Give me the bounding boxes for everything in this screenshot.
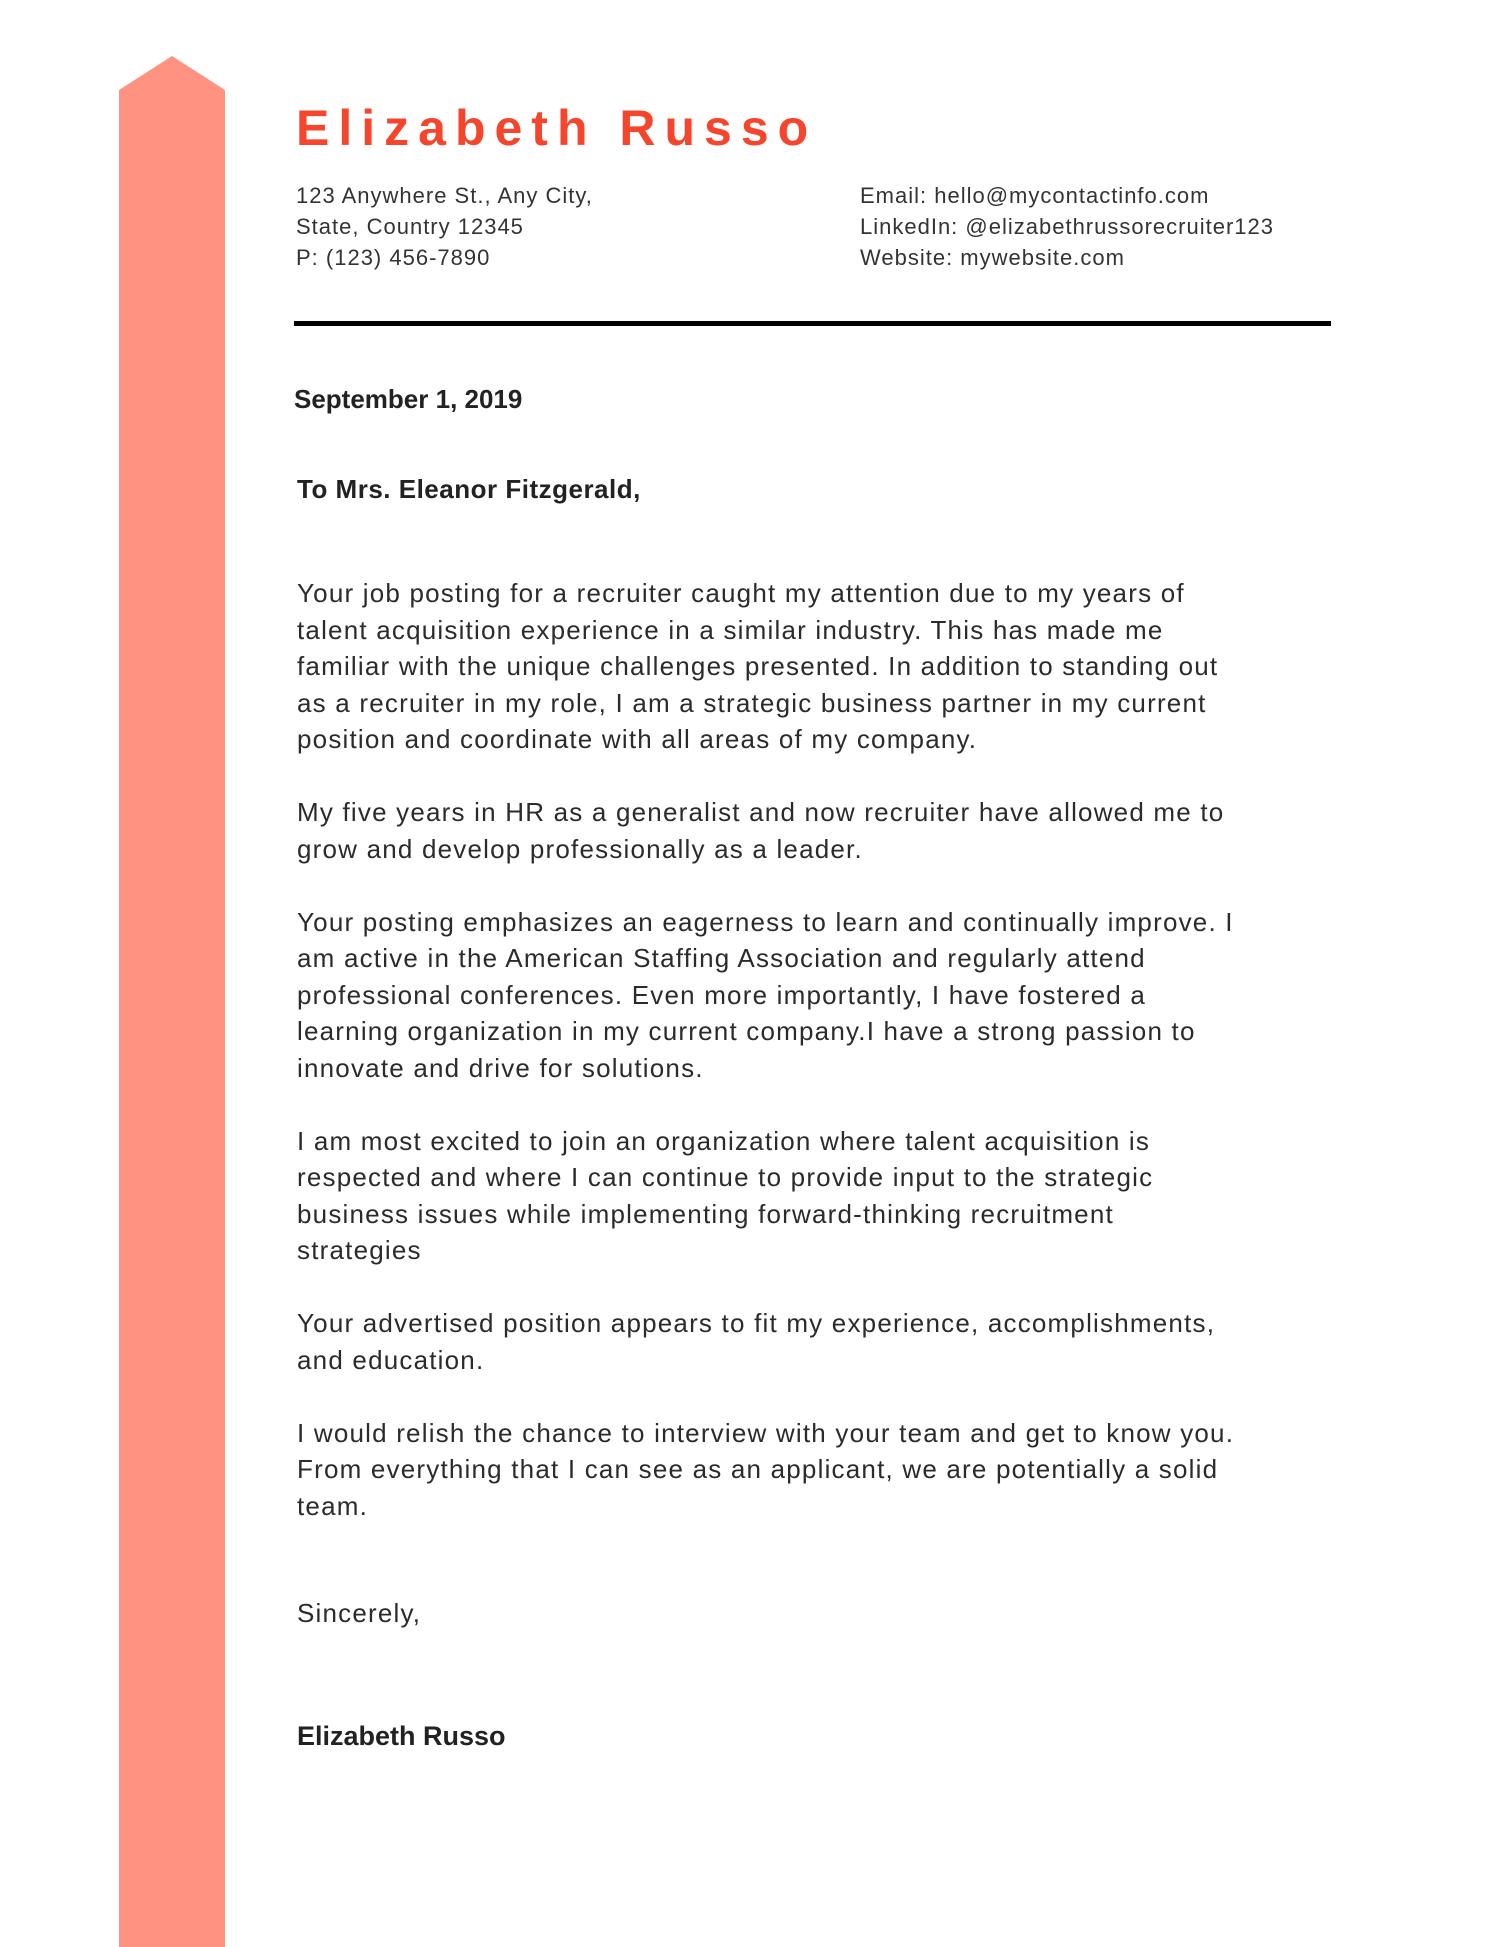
- side-band-polygon: [119, 56, 225, 1947]
- body-line: grow and develop professionally as a leader.: [297, 833, 863, 864]
- letter-date: September 1, 2019: [294, 384, 523, 414]
- letter-body: [297, 575, 1347, 1561]
- body-line: position and coordinate with all areas of my company.: [297, 724, 978, 754]
- address-block: [296, 180, 593, 273]
- body-paragraph: [297, 1123, 1347, 1269]
- body-line: team.: [297, 1490, 369, 1521]
- body-line: am active in the American Staffing Association and regularly attend: [297, 943, 1146, 973]
- body-line: My five years in HR as a generalist and now recruiter have allowed me to: [297, 797, 1225, 827]
- linkedin-handle: LinkedIn: @elizabethrussorecruiter123: [860, 214, 1274, 239]
- address-line: 123 Anywhere St., Any City,: [296, 183, 593, 208]
- body-line: Your advertised position appears to fit my experience, accomplishments,: [297, 1308, 1216, 1338]
- body-paragraph: [297, 904, 1347, 1087]
- contact-block: [860, 180, 1274, 273]
- body-line: as a recruiter in my role, I am a strategic business partner in my current: [297, 687, 1207, 718]
- body-line: respected and where I can continue to provide input to the strategic: [297, 1162, 1154, 1192]
- body-paragraph: [297, 575, 1347, 758]
- body-line: From everything that I can see as an applicant, we are potentially a solid: [297, 1454, 1219, 1484]
- body-line: learning organization in my current company.I have a strong passion to: [297, 1016, 1196, 1046]
- email-address: Email: hello@mycontactinfo.com: [860, 183, 1210, 208]
- address-line: State, Country 12345: [296, 214, 524, 239]
- body-line: talent acquisition experience in a similar industry. This has made me: [297, 614, 1164, 645]
- side-band-shape: [119, 56, 225, 1947]
- sender-name-heading: Elizabeth Russo: [296, 100, 818, 156]
- body-line: and education.: [297, 1344, 485, 1375]
- decorative-side-band: [119, 56, 225, 1947]
- body-line: I would relish the chance to interview with your team and get to know you.: [297, 1417, 1235, 1448]
- body-paragraph: [297, 1415, 1347, 1525]
- body-line: strategies: [297, 1235, 422, 1265]
- phone-number: P: (123) 456-7890: [296, 245, 491, 270]
- body-paragraph: [297, 794, 1347, 867]
- salutation: To Mrs. Eleanor Fitzgerald,: [297, 474, 641, 504]
- body-line: familiar with the unique challenges presented. In addition to standing out: [297, 651, 1219, 681]
- website-url: Website: mywebsite.com: [860, 245, 1125, 270]
- signature-name: Elizabeth Russo: [297, 1721, 506, 1751]
- body-line: business issues while implementing forward-thinking recruitment: [297, 1198, 1114, 1229]
- body-line: Your posting emphasizes an eagerness to learn and continually improve. I: [297, 906, 1234, 937]
- body-line: professional conferences. Even more importantly, I have fostered a: [297, 979, 1147, 1010]
- body-paragraph: [297, 1305, 1347, 1378]
- body-line: I am most excited to join an organization where talent acquisition is: [297, 1125, 1151, 1156]
- closing: Sincerely,: [297, 1598, 422, 1628]
- body-line: Your job posting for a recruiter caught my attention due to my years of: [297, 578, 1185, 608]
- body-line: innovate and drive for solutions.: [297, 1052, 704, 1083]
- header-divider: [294, 321, 1331, 326]
